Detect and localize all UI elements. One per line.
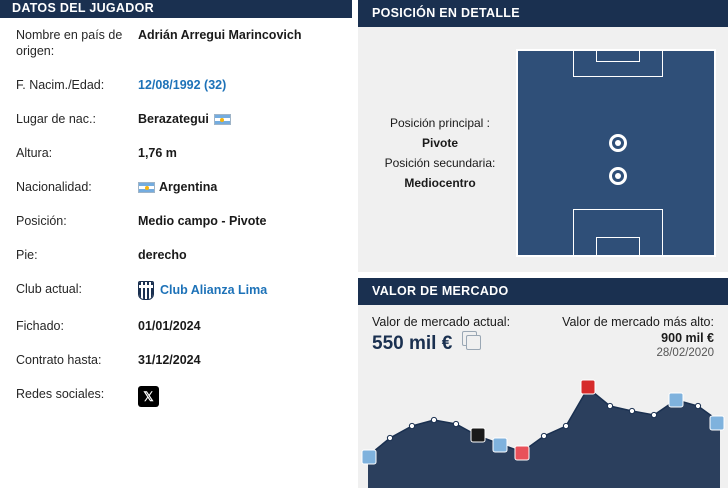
current-market-value [372, 315, 510, 355]
current-club-link[interactable]: Club Alianza Lima [160, 282, 268, 297]
table-row [0, 309, 352, 343]
position-detail-body [358, 27, 728, 272]
row-value [130, 68, 352, 102]
secondary-position-label: Posición secundaria: [384, 156, 496, 170]
highest-market-value-amount: 900 mil € [661, 331, 714, 345]
primary-position-marker [609, 167, 627, 185]
row-value: 01/01/2024 [138, 319, 201, 333]
row-label: Redes sociales: [16, 387, 105, 401]
market-value-body [358, 305, 728, 488]
current-market-value-label: Valor de mercado actual: [372, 315, 511, 329]
row-value: derecho [138, 248, 187, 262]
table-row [0, 377, 352, 416]
right-column [358, 0, 728, 488]
row-value [130, 377, 352, 416]
table-row [0, 272, 352, 309]
row-label: Pie: [16, 248, 38, 262]
birthdate-link[interactable]: 12/08/1992 (32) [138, 78, 227, 92]
argentina-flag-icon [138, 182, 155, 193]
row-label: Lugar de nac.: [16, 112, 96, 126]
row-value [130, 272, 352, 309]
goal-area-bottom [596, 237, 640, 255]
nationality-text: Argentina [159, 180, 218, 194]
row-label: Altura: [16, 146, 53, 160]
highest-market-value-label: Valor de mercado más alto: [562, 315, 714, 329]
market-value-header: VALOR DE MERCADO [358, 278, 728, 305]
row-label: Posición: [16, 214, 67, 228]
goal-area-top [596, 51, 640, 62]
highest-market-value [562, 315, 714, 359]
row-value [130, 102, 352, 136]
highest-market-value-date: 28/02/2020 [656, 347, 714, 359]
secondary-position-marker [609, 134, 627, 152]
x-twitter-icon[interactable]: 𝕏 [138, 386, 159, 407]
table-row [0, 238, 352, 272]
row-label: Nombre en país de origen: [16, 28, 123, 58]
player-data-table [0, 18, 352, 416]
row-value: Adrián Arregui Marincovich [138, 28, 302, 42]
row-label: F. Nacim./Edad: [16, 78, 105, 92]
position-labels [366, 113, 514, 193]
row-label: Nacionalidad: [16, 180, 92, 194]
primary-position-label: Posición principal : [389, 116, 491, 130]
secondary-position-value: Mediocentro [404, 176, 476, 190]
table-row [0, 343, 352, 377]
position-detail-header: POSICIÓN EN DETALLE [358, 0, 728, 27]
table-row [0, 18, 352, 68]
birthplace-text: Berazategui [138, 112, 209, 126]
row-value: Medio campo - Pivote [138, 214, 267, 228]
pitch-diagram [516, 49, 716, 257]
club-crest-icon [138, 281, 154, 300]
primary-position-value: Pivote [421, 136, 458, 150]
market-value-chart[interactable] [358, 378, 728, 488]
table-row [0, 68, 352, 102]
copy-icon[interactable] [462, 331, 477, 346]
current-market-value-amount: 550 mil € [372, 333, 453, 354]
player-data-header: DATOS DEL JUGADOR [0, 0, 352, 18]
player-data-panel [0, 0, 352, 488]
table-row [0, 204, 352, 238]
table-row [0, 170, 352, 204]
row-label: Fichado: [16, 319, 64, 333]
position-detail-card [358, 0, 728, 272]
row-value: 31/12/2024 [138, 353, 201, 367]
row-value: 1,76 m [138, 146, 177, 160]
table-row [0, 136, 352, 170]
market-value-card [358, 278, 728, 488]
table-row [0, 102, 352, 136]
row-value [130, 170, 352, 204]
row-label: Contrato hasta: [16, 353, 102, 367]
row-label: Club actual: [16, 282, 83, 296]
argentina-flag-icon [214, 114, 231, 125]
